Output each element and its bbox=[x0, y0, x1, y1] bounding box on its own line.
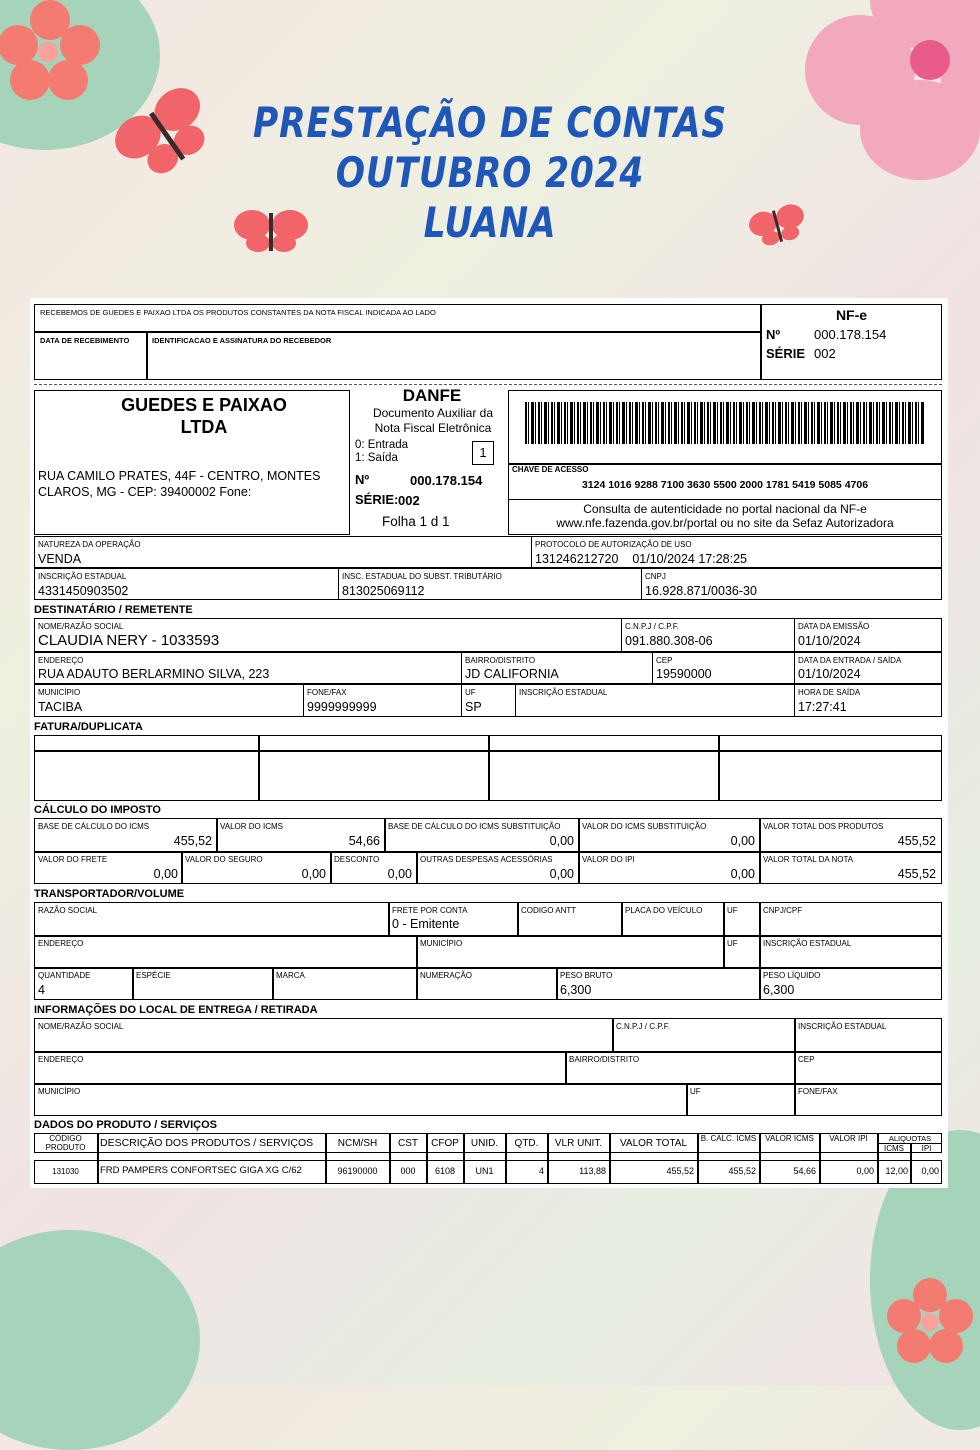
col-aliq-icms: ICMS bbox=[884, 1144, 904, 1153]
transp-peso-liquido-label: PESO LÍQUIDO bbox=[763, 971, 821, 980]
fatura-section: FATURA/DUPLICATA bbox=[34, 721, 143, 733]
local-uf-label: UF bbox=[690, 1087, 701, 1096]
transp-cnpj-label: CNPJ/CPF bbox=[763, 906, 803, 915]
transp-razao-label: RAZÃO SOCIAL bbox=[38, 906, 98, 915]
transp-frete-label: FRETE POR CONTA bbox=[392, 906, 468, 915]
dest-hora: 17:27:41 bbox=[798, 700, 847, 714]
col-bc-icms: B. CALC. ICMS bbox=[700, 1134, 757, 1143]
local-nome-label: NOME/RAZÃO SOCIAL bbox=[38, 1022, 124, 1031]
dest-bairro: JD CALIFORNIA bbox=[465, 667, 559, 681]
dest-cpf: 091.880.308-06 bbox=[625, 634, 713, 648]
danfe-tipo: 1 bbox=[472, 441, 494, 465]
canhoto-no-label: Nº bbox=[766, 327, 781, 342]
item-codigo: 131030 bbox=[52, 1167, 79, 1176]
transp-municipio-label: MUNICÍPIO bbox=[420, 939, 463, 948]
item-bc-icms: 455,52 bbox=[728, 1166, 756, 1176]
identificacao-label: IDENTIFICACAO E ASSINATURA DO RECEBEDOR bbox=[152, 336, 332, 345]
ie-label: INSCRIÇÃO ESTADUAL bbox=[38, 572, 127, 581]
bc-st: 0,00 bbox=[549, 834, 574, 848]
local-municipio-label: MUNICÍPIO bbox=[38, 1087, 81, 1096]
icms-label: VALOR DO ICMS bbox=[220, 822, 283, 831]
flower-icon-bottom bbox=[880, 1270, 980, 1370]
total-prod-label: VALOR TOTAL DOS PRODUTOS bbox=[763, 822, 884, 831]
iest-label: INSC. ESTADUAL DO SUBST. TRIBUTÁRIO bbox=[342, 572, 502, 581]
item-aliq-icms: 12,00 bbox=[885, 1166, 908, 1176]
dest-bairro-label: BAIRRO/DISTRITO bbox=[465, 656, 536, 665]
item-vlr-unit: 113,88 bbox=[579, 1166, 606, 1176]
item-cfop: 6108 bbox=[434, 1166, 456, 1176]
ipi-label: VALOR DO IPI bbox=[582, 855, 635, 864]
dest-municipio-label: MUNICÍPIO bbox=[38, 688, 81, 697]
local-fone-label: FONE/FAX bbox=[798, 1087, 838, 1096]
dest-fone: 9999999999 bbox=[307, 700, 377, 714]
transp-numeracao-label: NUMERAÇÃO bbox=[420, 971, 473, 980]
col-descricao: DESCRIÇÃO DOS PRODUTOS / SERVIÇOS bbox=[100, 1137, 314, 1149]
protocolo-label: PROTOCOLO DE AUTORIZAÇÃO DE USO bbox=[535, 540, 692, 549]
emitente-endereco: RUA CAMILO PRATES, 44F - CENTRO, MONTES CLAROS, MG - CEP: 39400002 Fone: bbox=[38, 469, 321, 499]
seguro-label: VALOR DO SEGURO bbox=[185, 855, 263, 864]
col-codigo: CÓDIGO PRODUTO bbox=[45, 1134, 86, 1152]
imposto-section: CÁLCULO DO IMPOSTO bbox=[34, 804, 161, 816]
chave-label: CHAVE DE ACESSO bbox=[512, 465, 589, 474]
dest-ie-label: INSCRIÇÃO ESTADUAL bbox=[519, 688, 608, 697]
total-nota: 455,52 bbox=[897, 867, 936, 881]
title-line-1: PRESTAÇÃO DE CONTAS bbox=[253, 98, 727, 147]
canhoto-serie-label: SÉRIE bbox=[766, 346, 806, 361]
transp-qtd-label: QUANTIDADE bbox=[38, 971, 91, 980]
destinatario-section: DESTINATÁRIO / REMETENTE bbox=[34, 604, 193, 616]
cnpj-value: 16.928.871/0036-30 bbox=[645, 584, 757, 598]
local-endereco-label: ENDEREÇO bbox=[38, 1055, 84, 1064]
produtos-section: DADOS DO PRODUTO / SERVIÇOS bbox=[34, 1119, 217, 1131]
item-ncm: 96190000 bbox=[337, 1166, 378, 1176]
transp-frete: 0 - Emitente bbox=[392, 917, 460, 931]
title-line-2: OUTUBRO 2024 bbox=[335, 148, 645, 197]
danfe-numero: 000.178.154 bbox=[410, 473, 483, 488]
natureza-label: NATUREZA DA OPERAÇÃO bbox=[38, 540, 141, 549]
col-vlr-ipi: VALOR IPI bbox=[829, 1134, 868, 1143]
dest-entrada: 01/10/2024 bbox=[798, 667, 861, 681]
icms-st-label: VALOR DO ICMS SUBSTITUIÇÃO bbox=[582, 822, 707, 831]
ipi: 0,00 bbox=[730, 867, 755, 881]
icms: 54,66 bbox=[348, 834, 380, 848]
ie-value: 4331450903502 bbox=[38, 584, 129, 598]
local-bairro-label: BAIRRO/DISTRITO bbox=[569, 1055, 640, 1064]
dest-endereco-label: ENDEREÇO bbox=[38, 656, 84, 665]
item-vlr-icms: 54,66 bbox=[793, 1166, 816, 1176]
dest-cpf-label: C.N.P.J / C.P.F. bbox=[625, 622, 679, 631]
canhoto-recebemos: RECEBEMOS DE GUEDES E PAIXAO LTDA OS PRODUTOS CONSTANTES DA NOTA FISCAL INDICADA AO LADO bbox=[40, 308, 436, 317]
item-descricao: FRD PAMPERS CONFORTSEC GIGA XG C/62 bbox=[100, 1165, 302, 1176]
total-nota-label: VALOR TOTAL DA NOTA bbox=[763, 855, 854, 864]
danfe-title: DANFE bbox=[402, 386, 462, 405]
dest-municipio: TACIBA bbox=[38, 700, 83, 714]
protocolo-value: 131246212720 01/10/2024 17:28:25 bbox=[535, 552, 748, 566]
bc-icms: 455,52 bbox=[173, 834, 212, 848]
danfe-no-label: Nº bbox=[355, 472, 370, 487]
dest-uf-label: UF bbox=[465, 688, 476, 697]
title-line-3: LUANA bbox=[423, 198, 557, 247]
dest-nome-label: NOME/RAZÃO SOCIAL bbox=[38, 622, 124, 631]
col-vlr-icms: VALOR ICMS bbox=[765, 1134, 814, 1143]
item-vlr-total: 455,52 bbox=[666, 1166, 694, 1176]
dest-nome: CLAUDIA NERY - 1033593 bbox=[38, 632, 220, 649]
frete-label: VALOR DO FRETE bbox=[38, 855, 108, 864]
transp-marca-label: MARCA bbox=[276, 971, 305, 980]
item-vlr-ipi: 0,00 bbox=[856, 1166, 874, 1176]
local-cep-label: CEP bbox=[798, 1055, 815, 1064]
canhoto-serie: 002 bbox=[814, 346, 836, 361]
natureza-value: VENDA bbox=[38, 552, 82, 566]
dest-uf: SP bbox=[465, 700, 482, 714]
danfe-saida: 1: Saída bbox=[355, 452, 398, 464]
item-qtd: 4 bbox=[538, 1166, 544, 1176]
canhoto-nfe: NF-e bbox=[835, 307, 868, 323]
local-box bbox=[34, 1018, 942, 1116]
dest-cep: 19590000 bbox=[656, 667, 712, 681]
barcode bbox=[525, 402, 925, 444]
col-qtd: QTD. bbox=[514, 1138, 539, 1149]
local-section: INFORMAÇÕES DO LOCAL DE ENTREGA / RETIRADA bbox=[34, 1004, 318, 1016]
transp-peso-bruto-label: PESO BRUTO bbox=[560, 971, 613, 980]
dest-cep-label: CEP bbox=[656, 656, 673, 665]
col-cst: CST bbox=[398, 1138, 418, 1149]
frete: 0,00 bbox=[153, 867, 178, 881]
transp-peso-liquido: 6,300 bbox=[763, 983, 795, 997]
item-aliq-ipi: 0,00 bbox=[921, 1166, 939, 1176]
dest-fone-label: FONE/FAX bbox=[307, 688, 347, 697]
icms-st: 0,00 bbox=[730, 834, 755, 848]
transp-uf2-label: UF bbox=[727, 939, 738, 948]
transp-placa-label: PLACA DO VEÍCULO bbox=[625, 906, 703, 915]
local-cpf-label: C.N.P.J / C.P.F. bbox=[616, 1022, 670, 1031]
iest-value: 813025069112 bbox=[342, 584, 425, 598]
danfe-sub: Documento Auxiliar da Nota Fiscal Eletrônica bbox=[372, 406, 494, 435]
dest-hora-label: HORA DE SAÍDA bbox=[798, 688, 861, 697]
danfe-serie-label: SÉRIE: bbox=[355, 492, 399, 507]
item-cst: 000 bbox=[400, 1166, 416, 1176]
desconto-label: DESCONTO bbox=[334, 855, 380, 864]
transp-peso-bruto: 6,300 bbox=[560, 983, 592, 997]
col-ncm: NCM/SH bbox=[337, 1138, 378, 1149]
canhoto-numero: 000.178.154 bbox=[814, 327, 887, 342]
danfe-serie: 002 bbox=[398, 493, 420, 508]
seguro: 0,00 bbox=[301, 867, 326, 881]
outras: 0,00 bbox=[549, 867, 574, 881]
transp-uf-label: UF bbox=[727, 906, 738, 915]
leaf-blob-bottom-left bbox=[0, 1230, 200, 1450]
transportador-box bbox=[34, 902, 942, 1000]
transp-especie-label: ESPÉCIE bbox=[136, 971, 171, 980]
transp-qtd: 4 bbox=[38, 983, 45, 997]
emitente-nome: GUEDES E PAIXAO LTDA bbox=[121, 395, 287, 437]
dest-endereco: RUA ADAUTO BERLARMINO SILVA, 223 bbox=[38, 667, 270, 681]
dest-emissao: 01/10/2024 bbox=[798, 634, 861, 648]
page-title bbox=[0, 98, 980, 248]
danfe-document bbox=[30, 298, 948, 1188]
chave-valor: 3124 1016 9288 7100 3630 5500 2000 1781 5419 5085 4706 bbox=[581, 479, 869, 491]
data-recebimento-label: DATA DE RECEBIMENTO bbox=[40, 336, 130, 345]
transp-antt-label: CODIGO ANTT bbox=[521, 906, 577, 915]
col-vlr-total: VALOR TOTAL bbox=[619, 1138, 688, 1149]
local-ie-label: INSCRIÇÃO ESTADUAL bbox=[798, 1022, 887, 1031]
dest-emissao-label: DATA DA EMISSÃO bbox=[798, 622, 870, 631]
col-aliquotas: ALIQUOTAS bbox=[888, 1134, 932, 1143]
outras-label: OUTRAS DESPESAS ACESSÓRIAS bbox=[420, 855, 553, 864]
transportador-section: TRANSPORTADOR/VOLUME bbox=[34, 888, 185, 900]
item-unid: UN1 bbox=[475, 1166, 494, 1176]
total-prod: 455,52 bbox=[897, 834, 936, 848]
bc-icms-label: BASE DE CÁLCULO DO ICMS bbox=[38, 822, 150, 831]
col-unid: UNID. bbox=[470, 1138, 499, 1149]
transp-ie-label: INSCRIÇÃO ESTADUAL bbox=[763, 939, 852, 948]
col-cfop: CFOP bbox=[431, 1138, 459, 1149]
cnpj-label: CNPJ bbox=[645, 572, 666, 581]
danfe-entrada: 0: Entrada bbox=[355, 439, 409, 451]
col-vlr-unit: VLR UNIT. bbox=[554, 1138, 603, 1149]
dest-entrada-label: DATA DA ENTRADA / SAÍDA bbox=[798, 656, 902, 665]
flower-icon bbox=[0, 0, 110, 110]
bc-st-label: BASE DE CÁLCULO DO ICMS SUBSTITUIÇÃO bbox=[388, 822, 561, 831]
danfe-folha: Folha 1 d 1 bbox=[382, 514, 450, 529]
col-aliq-ipi: IPI bbox=[921, 1144, 932, 1153]
desconto: 0,00 bbox=[387, 867, 412, 881]
chave-consulta: Consulta de autenticidade no portal nacional da NF-e www.nfe.fazenda.gov.br/portal ou no site da Sefaz Autorizadora bbox=[556, 502, 894, 530]
transp-endereco-label: ENDEREÇO bbox=[38, 939, 84, 948]
